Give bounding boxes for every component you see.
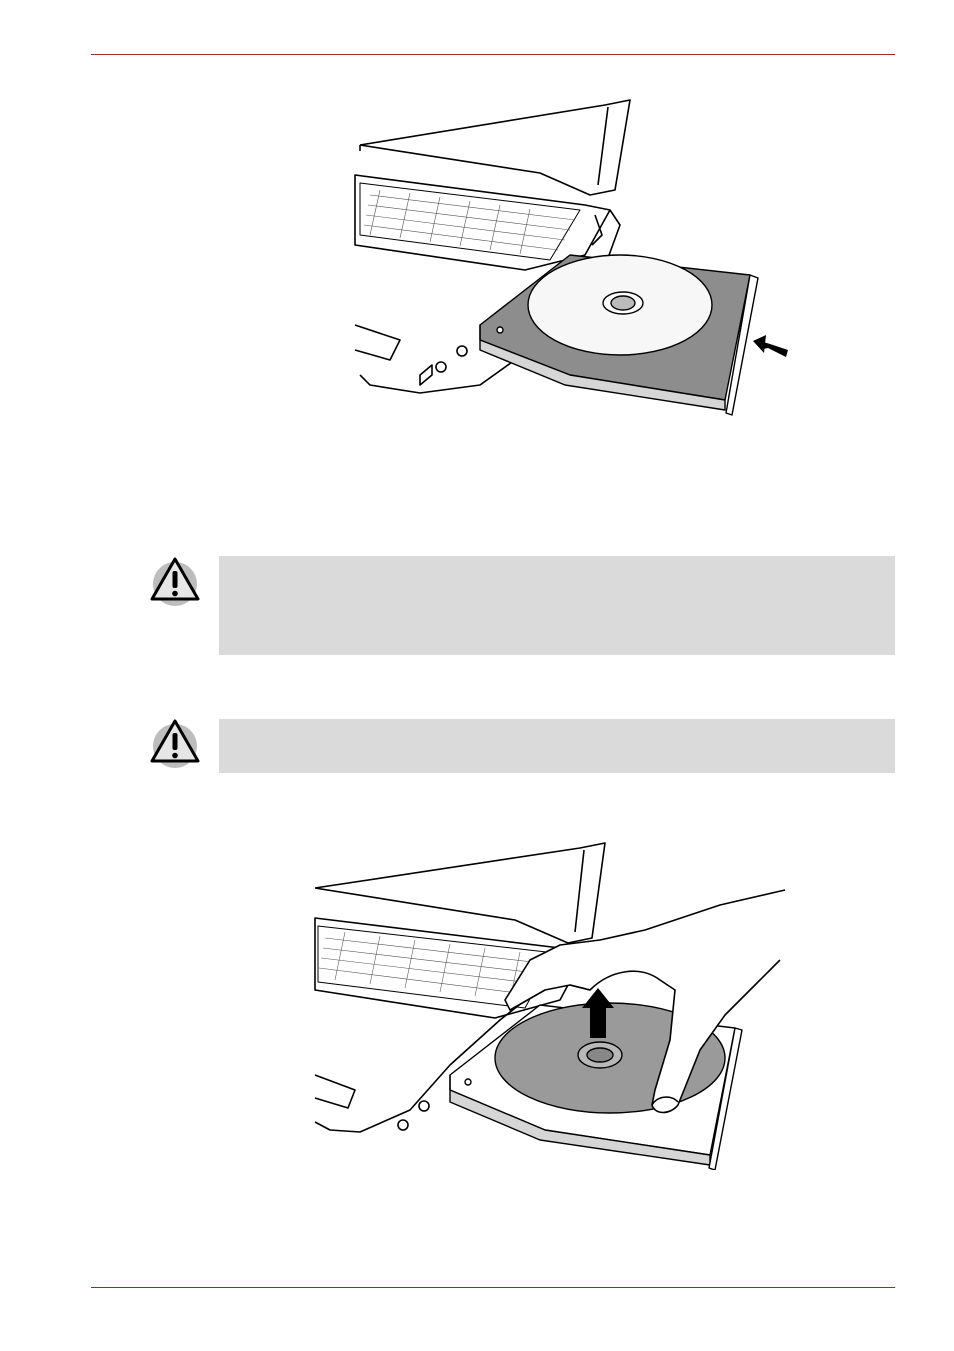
warning-triangle-icon bbox=[148, 555, 202, 609]
warning-note-1 bbox=[219, 556, 895, 655]
footer-rule bbox=[91, 1287, 895, 1288]
warning-note-2 bbox=[219, 719, 895, 773]
warning-triangle-icon bbox=[148, 717, 202, 771]
header-rule bbox=[91, 54, 895, 55]
remove-disc-illustration bbox=[300, 840, 800, 1170]
insert-disc-illustration bbox=[340, 95, 800, 420]
